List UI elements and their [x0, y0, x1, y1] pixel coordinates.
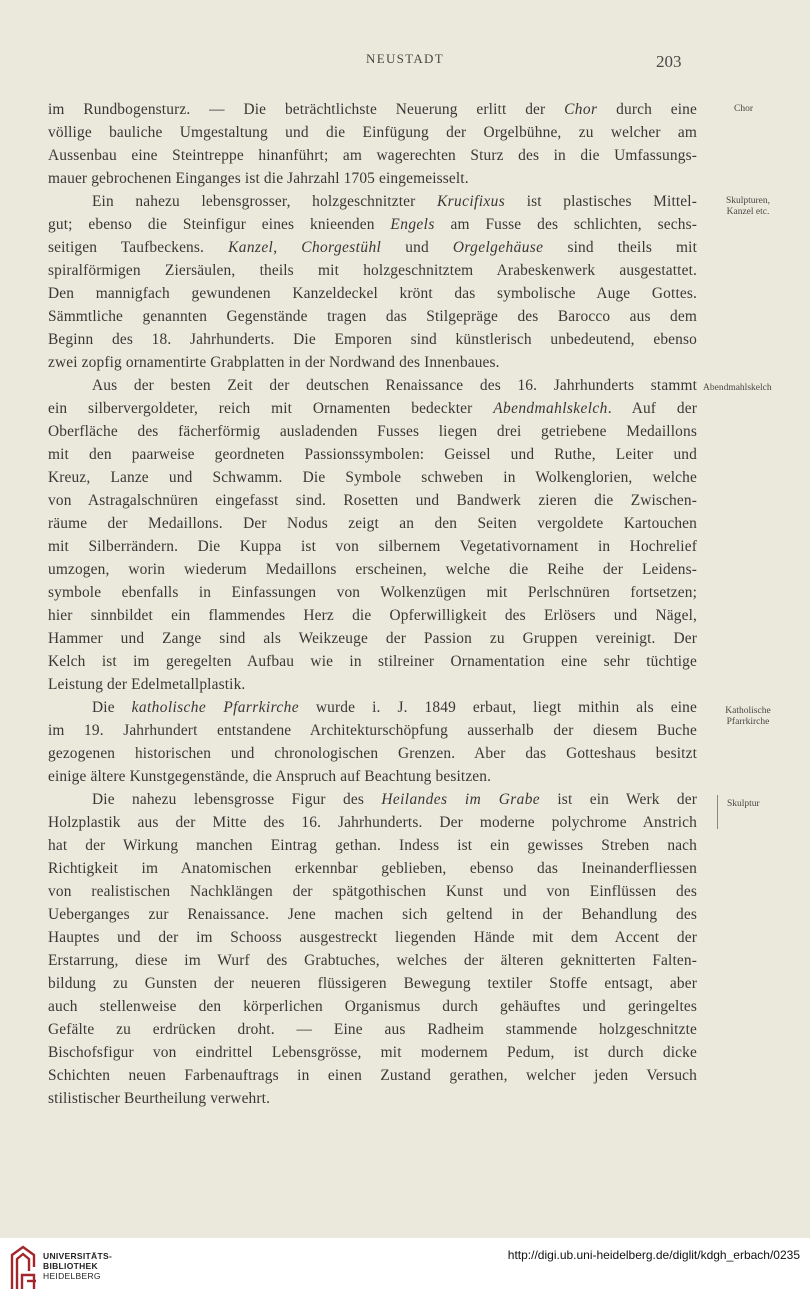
text-line: gezogenen historischen und chronologischen Grenzen. Aber das Gotteshaus besitzt [48, 745, 697, 762]
text-line: bildung zu Gunsten der neueren flüssigeren Bewegung textiler Stoffe entsagt, aber [48, 975, 697, 992]
page-number: 203 [656, 52, 682, 71]
text-line: im Rundbogensturz. — Die beträchtlichste Neuerung erlitt der Chor durch eine [48, 101, 697, 118]
text-line: im 19. Jahrhundert entstandene Architekturschöpfung ausserhalb der diesem Buche [48, 722, 697, 739]
text-line: Ueberganges zur Renaissance. Jene machen sich geltend in der Behandlung des [48, 906, 697, 923]
text-line: räume der Medaillons. Der Nodus zeigt an den Seiten vergoldete Kartouchen [48, 515, 697, 532]
text-line: Den mannigfach gewundenen Kanzeldeckel krönt das symbolische Auge Gottes. [48, 285, 697, 302]
text-line: ein silbervergoldeter, reich mit Ornamenten bedeckter Abendmahlskelch. Auf der [48, 400, 697, 417]
margin-note-skulptur: Skulptur [727, 799, 760, 809]
text-line: Erstarrung, diese im Wurf des Grabtuches, welches der älteren geknitterten Falten- [48, 952, 697, 969]
text-line: zwei zopfig ornamentirte Grabplatten in der Nordwand des Innenbaues. [48, 354, 500, 371]
library-logo-icon [8, 1245, 38, 1291]
text-line: Hauptes und der im Schooss ausgestreckt liegenden Hände mit dem Accent der [48, 929, 697, 946]
text-line: Schichten neuen Farbenauftrags in einen Zustand gerathen, welcher jeden Versuch [48, 1067, 697, 1084]
text-line: Bischofsfigur von eindrittel Lebensgrösse, mit modernem Pedum, ist durch dicke [48, 1044, 697, 1061]
library-name: UNIVERSITÄTS- BIBLIOTHEK HEIDELBERG [43, 1251, 113, 1281]
margin-note-abendmahlskelch: Abendmahlskelch [703, 383, 772, 393]
text-line: stilistischer Beurtheilung verwehrt. [48, 1090, 271, 1107]
text-line: Richtigkeit im Anatomischen erkennbar geblieben, ebenso das Ineinanderfliessen [48, 860, 697, 877]
text-line: Beginn des 18. Jahrhunderts. Die Emporen sind künstlerisch unbedeutend, ebenso [48, 331, 697, 348]
text-line: mit den paarweise geordneten Passionssymbolen: Geissel und Ruthe, Leiter und [48, 446, 697, 463]
text-line: hat der Wirkung manchen Eintrag gethan. Indess ist ein gewisses Streben nach [48, 837, 697, 854]
text-line: Ein nahezu lebensgrosser, holzgeschnitzter Krucifixus ist plastisches Mittel- [92, 193, 697, 210]
margin-rule [717, 795, 718, 829]
text-line: Kreuz, Lanze und Schwamm. Die Symbole schweben in Wolkenglorien, welche [48, 469, 697, 486]
text-line: spiralförmigen Ziersäulen, theils mit holzgeschnitztem Arabeskenwerk ausgestattet. [48, 262, 697, 279]
text-line: Gefälte zu erdrücken droht. — Eine aus Radheim stammende holzgeschnitzte [48, 1021, 697, 1038]
text-line: symbole ebenfalls in Einfassungen von Wolkenzügen mit Perlschnüren fortsetzen; [48, 584, 697, 601]
text-line: Die katholische Pfarrkirche wurde i. J. 1849 erbaut, liegt mithin als eine [92, 699, 697, 716]
text-line: einige ältere Kunstgegenstände, die Anspruch auf Beachtung besitzen. [48, 768, 492, 785]
margin-note-chor: Chor [734, 104, 753, 114]
text-line: Oberfläche des fächerförmig ausladenden Fusses liegen drei getriebene Medaillons [48, 423, 697, 440]
body-text [48, 98, 697, 1110]
text-line: Sämmtliche genannten Gegenstände tragen das Stilgepräge des Barocco aus dem [48, 308, 697, 325]
running-head: NEUSTADT [366, 51, 444, 66]
text-line: von realistischen Nachklängen der spätgothischen Kunst und von Einflüssen des [48, 883, 697, 900]
text-line: hier sinnbildet ein flammendes Herz die Opferwilligkeit des Erlösers und Nägel, [48, 607, 697, 624]
text-line: von Astragalschnüren eingefasst sind. Rosetten und Bandwerk zieren die Zwischen- [48, 492, 697, 509]
text-line: Hammer und Zange sind als Weikzeuge der Passion zu Gruppen vereinigt. Der [48, 630, 697, 647]
text-line: mauer gebrochenen Einganges ist die Jahrzahl 1705 eingemeisselt. [48, 170, 469, 187]
text-line: Die nahezu lebensgrosse Figur des Heilandes im Grabe ist ein Werk der [92, 791, 697, 808]
text-line: Kelch ist im geregelten Aufbau wie in stilreiner Ornamentation eine sehr tüchtige [48, 653, 697, 670]
page-header [0, 51, 810, 73]
text-line: völlige bauliche Umgestaltung und die Einfügung der Orgelbühne, zu welcher am [48, 124, 697, 141]
text-line: Holzplastik aus der Mitte des 16. Jahrhunderts. Der moderne polychrome Anstrich [48, 814, 697, 831]
text-line: mit Silberrändern. Die Kuppa ist von silbernem Vegetativornament in Hochrelief [48, 538, 697, 555]
text-line: gut; ebenso die Steinfigur eines knieenden Engels am Fusse des schlichten, sechs- [48, 216, 697, 233]
margin-note-katholische-pfarrkirche: Katholische Pfarrkirche [725, 706, 771, 727]
margin-note-skulpturen: Skulpturen, Kanzel etc. [725, 196, 771, 217]
text-line: seitigen Taufbeckens. Kanzel, Chorgestühl und Orgelgehäuse sind theils mit [48, 239, 697, 256]
text-line: umzogen, worin wiederum Medaillons erscheinen, welche die Reihe der Leidens- [48, 561, 697, 578]
text-line: auch stellenweise den körperlichen Organismus durch gehäuftes und geringeltes [48, 998, 697, 1015]
source-url-link[interactable]: http://digi.ub.uni-heidelberg.de/diglit/kdgh_erbach/0235 [507, 1248, 800, 1262]
text-line: Aussenbau eine Steintreppe hinanführt; am wagerechten Sturz des in die Umfassungs- [48, 147, 697, 164]
text-line: Aus der besten Zeit der deutschen Renaissance des 16. Jahrhunderts stammt [92, 377, 697, 394]
viewer-footer [0, 1238, 810, 1298]
text-line: Leistung der Edelmetallplastik. [48, 676, 246, 693]
